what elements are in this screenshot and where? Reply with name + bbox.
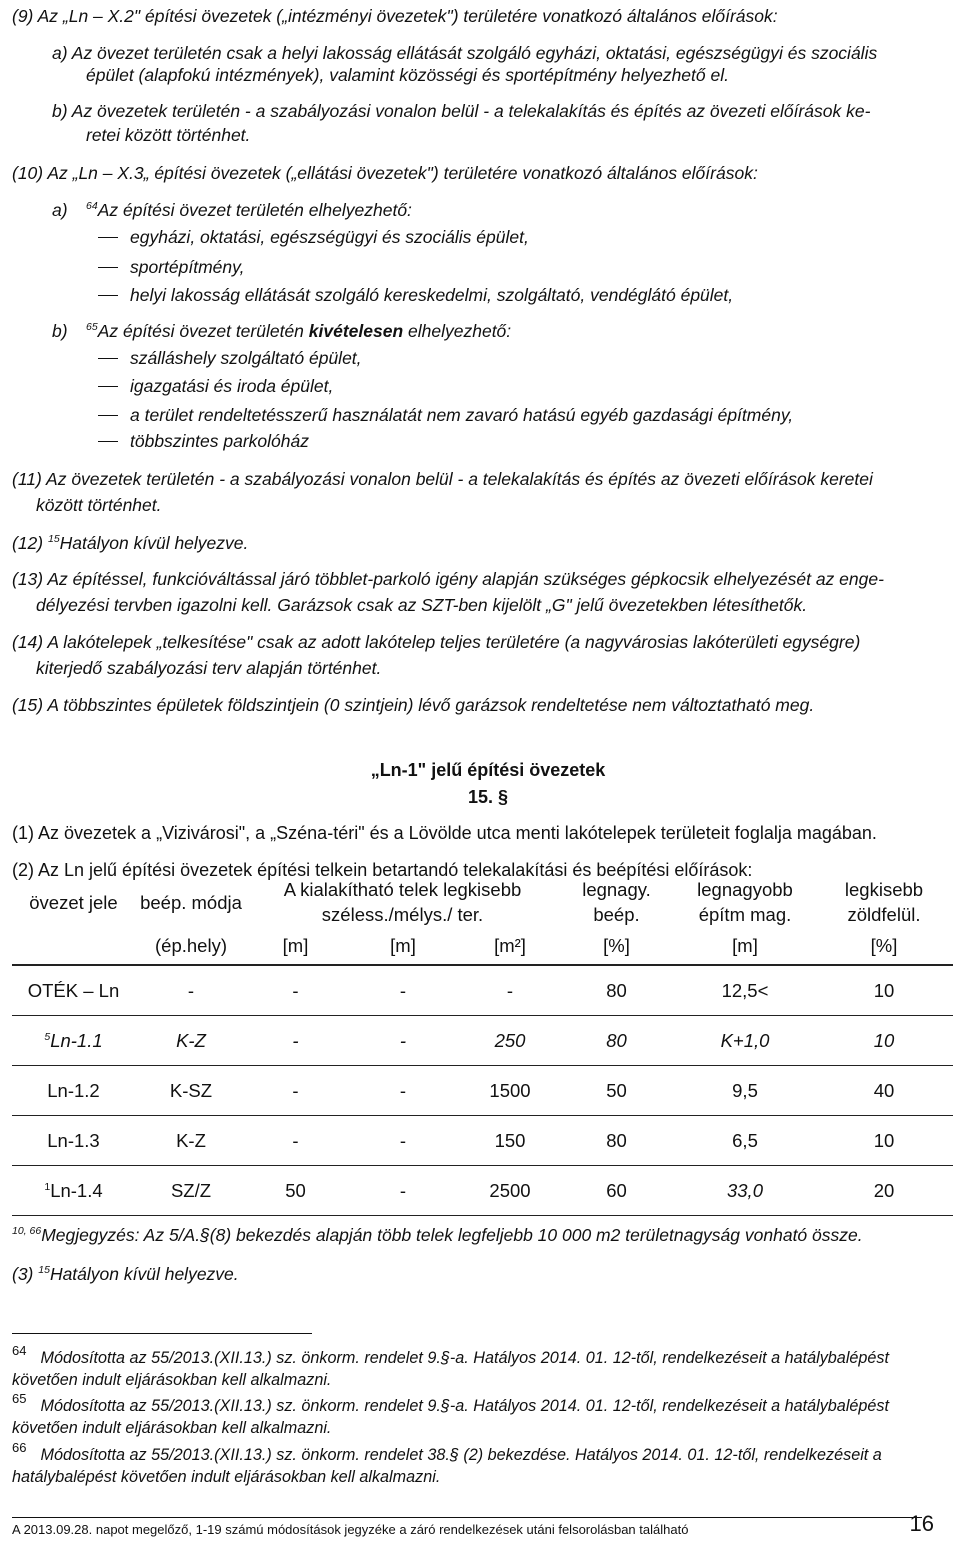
table-cell-g: 20 — [815, 1166, 953, 1216]
paragraph-10-heading: (10) Az „Ln – X.3„ építési övezetek („ellátási övezetek") területére vonatkozó általános előírások: — [12, 163, 758, 183]
section-paragraph-1: (1) Az övezetek a „Vizivárosi", a „Széna-téri" és a Lövölde utca menti lakótelepek területeit foglalja magában. — [12, 823, 877, 843]
paragraph-12: (12) $^{15}$Hatályon kívül helyezve. — [12, 533, 249, 553]
footnote-ref-64[interactable]: 64 — [86, 200, 98, 212]
paragraph-13-line1: (13) Az építéssel, funkcióváltással járó többlet-parkoló igény alapján szükséges gépkocsik elhelyezését az enge- — [12, 569, 884, 589]
table-cell-name: $^5$Ln-1.1 — [12, 1016, 135, 1066]
footnote-ref-65[interactable]: 65 — [86, 321, 98, 333]
table-cell-d: - — [344, 1066, 462, 1116]
table-units-row — [12, 927, 953, 965]
table-cell-bp: 50 — [558, 1066, 675, 1116]
table-cell-a: 150 — [462, 1116, 558, 1166]
paragraph-9a-line2: épület (alapfokú intézmények), valamint közösségi és sportépítmény helyezhető el. — [86, 65, 729, 85]
paragraph-3: (3) $^{15}$Hatályon kívül helyezve. — [12, 1264, 239, 1284]
table-cell-name: Ln-1.3 — [12, 1116, 135, 1166]
table-cell-name: $^1$Ln-1.4 — [12, 1166, 135, 1216]
header-zone: övezet jele — [29, 891, 118, 913]
paragraph-10b-text: $^{65}$Az építési övezet területén kivételesen elhelyezhető: — [86, 321, 512, 341]
table-cell-mode: - — [135, 965, 247, 1016]
paragraph-10b-label: b) — [52, 321, 68, 341]
paragraph-14-line2: kiterjedő szabályozási terv alapján történhet. — [36, 658, 382, 678]
footer-text: A 2013.09.28. napot megelőző, 1-19 számú módosítások jegyzéke a záró rendelkezések utáni felsorolásban található — [12, 1522, 689, 1537]
footer-separator — [12, 1517, 922, 1518]
unit-depth: [m] — [390, 935, 416, 956]
table-cell-a: 2500 — [462, 1166, 558, 1216]
table-cell-mode: SZ/Z — [135, 1166, 247, 1216]
table-cell-g: 10 — [815, 1016, 953, 1066]
regulations-table — [12, 877, 953, 1216]
table-row — [12, 1066, 953, 1116]
footnote-ref-10-66[interactable]: 10, 66 — [12, 1225, 42, 1237]
paragraph-10a-text: $^{64}$Az építési övezet területén elhelyezhető: — [86, 200, 412, 220]
table-cell-d: - — [344, 1016, 462, 1066]
table-cell-bp: 80 — [558, 1016, 675, 1066]
table-cell-w: 50 — [247, 1166, 344, 1216]
table-cell-h: 9,5 — [675, 1066, 815, 1116]
paragraph-11-line1: (11) Az övezetek területén - a szabályozási vonalon belül - a telekalakítás és építés az övezeti előírások keretei — [12, 469, 873, 489]
table-cell-bp: 80 — [558, 965, 675, 1016]
paragraph-9b-line1: b) Az övezetek területén - a szabályozási vonalon belül - a telekalakítás és építés az övezeti előírások ke- — [52, 101, 871, 121]
table-cell-mode: K-Z — [135, 1116, 247, 1166]
unit-coverage: [%] — [603, 935, 630, 956]
table-cell-a: - — [462, 965, 558, 1016]
table-cell-h: 12,5< — [675, 965, 815, 1016]
table-cell-mode: K-SZ — [135, 1066, 247, 1116]
table-header-row — [12, 877, 953, 902]
header-max-height: legnagyobb — [697, 879, 793, 900]
paragraph-9b-line2: retei között történhet. — [86, 125, 251, 145]
paragraph-11-line2: között történhet. — [36, 495, 162, 515]
table-cell-d: - — [344, 965, 462, 1016]
section-paragraph-2: (2) Az Ln jelű építési övezetek építési telkein betartandó telekalakítási és beépítési előírások: — [12, 860, 753, 880]
unit-green: [%] — [870, 935, 898, 956]
table-row — [12, 1116, 953, 1166]
table-row — [12, 965, 953, 1016]
paragraph-9a-line1: a) Az övezet területén csak a helyi lakosság ellátását szolgáló egyházi, oktatási, egészségügyi és szociális — [52, 43, 878, 63]
footnote-64: $^{64}$ Módosította az 55/2013.(XII.13.) sz. önkorm. rendelet 9.§-a. Hatályos 2014. 01. 12-től, rendelkezéseit a hatálybalépést követően indult eljárásokban kell alkalmazni. — [12, 1343, 890, 1389]
page-number: 16 — [909, 1511, 934, 1536]
header-height-sub: építm mag. — [698, 904, 792, 925]
header-min-plot-dims: széless./mélys./ ter. — [321, 904, 484, 925]
footnote-ref[interactable]: 1 — [44, 1180, 51, 1193]
table-cell-g: 10 — [815, 965, 953, 1016]
table-note: $^{10, 66}$Megjegyzés: Az 5/A.§(8) bekezdés alapján több telek legfeljebb 10 000 m2 területnagyság vonható össze. — [12, 1225, 863, 1245]
unit-height: [m] — [732, 935, 758, 956]
header-min-plot: A kialakítható telek legkisebb — [283, 879, 522, 900]
table-cell-mode: K-Z — [135, 1016, 247, 1066]
table-cell-w: - — [247, 965, 344, 1016]
unit-width: [m] — [282, 935, 309, 956]
header-coverage-sub: beép. — [593, 904, 640, 925]
table-cell-a: 250 — [462, 1016, 558, 1066]
footnote-ref[interactable]: 5 — [44, 1030, 51, 1043]
table-cell-g: 10 — [815, 1116, 953, 1166]
table-cell-h: 6,5 — [675, 1116, 815, 1166]
table-row — [12, 1166, 953, 1216]
table-cell-d: - — [344, 1166, 462, 1216]
header-green-sub: zöldfelül. — [847, 904, 921, 925]
table-row — [12, 1016, 953, 1066]
paragraph-13-line2: délyezési tervben igazolni kell. Garázsok csak az SZT-ben kijelölt „G" jelű övezetekben létesíthetők. — [36, 595, 808, 615]
header-building-mode: beép. módja — [140, 891, 242, 913]
table-cell-g: 40 — [815, 1066, 953, 1116]
table-cell-bp: 60 — [558, 1166, 675, 1216]
header-placement: (ép.hely) — [155, 935, 227, 956]
section-number: 15. § — [467, 787, 509, 807]
document-page: (9) Az „Ln – X.2" építési övezetek („intézményi övezetek") területére vonatkozó általános előírások: a) Az övezet területén csak a helyi lakosság ellátását szolgáló egyházi, oktatási, egészségügyi és szociális épület (alapfokú intézmények), valamint közösségi és sportépítmény helyezhető el. b) Az övezetek területén - a szabályozási vonalon belül - a telekalakítás és építés az övezeti előírások ke- retei között történhet. (10) Az „Ln – X.3„ építési övezetek („ellátási övezetek") területére vonatkozó általános előírások: a) $^{64}$Az építési övezet területén elhelyezhető: egyházi, oktatási, egészségügyi és szociális épület, sportépítmény, helyi lakosság ellátását szolgáló kereskedelmi, szolgáltató, vendéglátó épület, b) $^{65}$Az építési övezet területén kivételesen elhelyezhető: szálláshely szolgáltató épület, igazgatási és iroda épület, a terület rendeltetésszerű használatát nem zavaró hatású egyéb gazdasági építmény, többszintes parkolóház (11) Az övezetek területén - a szabályozási vonalon belül - a telekalakítás és építés az övezeti előírások keretei között történhet. (12) $^{15}$Hatályon kívül helyezve. (13) Az építéssel, funkcióváltással járó többlet-parkoló igény alapján szükséges gépkocsik elhelyezését az enge- délyezési tervben igazolni kell. Garázsok csak az SZT-ben kijelölt „G" jelű övezetekben létesíthetők. (14) A lakótelepek „telkesítése" csak az adott lakótelep teljes területére (a nagyvárosias lakóterületi egységre) kiterjedő szabályozási terv alapján történhet. (15) A többszintes épületek földszintjein (0 szintjein) lévő garázsok rendeltetése nem változtatható meg. „Ln-1" jelű építési övezetek 15. § (1) Az övezetek a „Vizivárosi", a „Széna-téri" és a Lövölde utca menti lakótelepek területeit foglalja magában. (2) Az Ln jelű építési övezetek építési telkein betartandó telekalakítási és beépítési előírások: övezet jele beép. módja A kialakítható telek legkisebb legnagy. legnagyobb legkisebb széless./mélys./ ter. beép. építm mag. zöldfelül. (ép.hely) [m] [m] [m²] [%] [m] [%] OTÉK – Ln - - - - 80 12,5< 10 $^5$Ln-1.1 K-Z - - 250 80 K+1,0 10 Ln-1.2 K-SZ - - 1500 50 9,5 40 Ln-1.3 K-Z - - 150 80 6,5 10 $^1$Ln-1.4 SZ/Z 50 - 2500 60 33,0 20 $^{10, 66}$Megjegyzés: Az 5/A.§(8) bekezdés alapján több telek legfeljebb 10 000 m2 területnagyság vonható össze. (3) $^{15}$Hatályon kívül helyezve. $^{64}$ Módosította az 55/2013.(XII.13.) sz. önkorm. rendelet 9.§-a. Hatályos 2014. 01. 12-től, rendelkezéseit a hatálybalépést követően indult eljárásokban kell alkalmazni. $^{65}$ Módosította az 55/2013.(XII.13.) sz. önkorm. rendelet 9.§-a. Hatályos 2014. 01. 12-től, rendelkezéseit a hatálybalépést követően indult eljárásokban kell alkalmazni. $^{66}$ Módosította az 55/2013.(XII.13.) sz. önkorm. rendelet 38.§ (2) bekezdése. Hatályos 2014. 01. 12-től, rendelkezéseit a hatálybalépést követően indult eljárásokban kell alkalmazni. A 2013.09.28. napot megelőző, 1-19 számú módosítások jegyzéke a záró rendelkezések utáni felsorolásban található 16 — [0, 0, 960, 1548]
table-cell-a: 1500 — [462, 1066, 558, 1116]
footnote-separator — [12, 1333, 312, 1334]
section-title: „Ln-1" jelű építési övezetek — [370, 760, 606, 780]
paragraph-9-heading: (9) Az „Ln – X.2" építési övezetek („intézményi övezetek") területére vonatkozó általános előírások: — [12, 6, 778, 26]
header-min-green: legkisebb — [844, 879, 924, 900]
footnote-65: $^{65}$ Módosította az 55/2013.(XII.13.) sz. önkorm. rendelet 9.§-a. Hatályos 2014. 01. 12-től, rendelkezéseit a hatálybalépést követően indult eljárásokban kell alkalmazni. — [12, 1391, 890, 1437]
footnote-ref-15[interactable]: 15 — [38, 1264, 50, 1276]
table-cell-h: 33,0 — [675, 1166, 815, 1216]
table-cell-w: - — [247, 1066, 344, 1116]
table-cell-w: - — [247, 1116, 344, 1166]
paragraph-15: (15) A többszintes épületek földszintjein (0 szintjein) lévő garázsok rendeltetése nem változtatható meg. — [12, 695, 815, 715]
table-cell-d: - — [344, 1116, 462, 1166]
table-cell-w: - — [247, 1016, 344, 1066]
footnote-66: $^{66}$ Módosította az 55/2013.(XII.13.) sz. önkorm. rendelet 38.§ (2) bekezdése. Hatályos 2014. 01. 12-től, rendelkezéseit a hatálybalépést követően indult eljárásokban kell alkalmazni. — [12, 1440, 882, 1486]
unit-area: [m²] — [494, 935, 526, 956]
table-cell-h: K+1,0 — [675, 1016, 815, 1066]
table-cell-name: Ln-1.2 — [12, 1066, 135, 1116]
footnote-ref-15[interactable]: 15 — [47, 533, 60, 545]
table-cell-name: OTÉK – Ln — [12, 965, 135, 1016]
table-cell-bp: 80 — [558, 1116, 675, 1166]
paragraph-10a-label: a) — [52, 200, 68, 220]
header-max-coverage: legnagy. — [582, 879, 651, 900]
paragraph-14-line1: (14) A lakótelepek „telkesítése" csak az adott lakótelep teljes területére (a nagyvárosias lakóterületi egységre) — [12, 632, 861, 652]
